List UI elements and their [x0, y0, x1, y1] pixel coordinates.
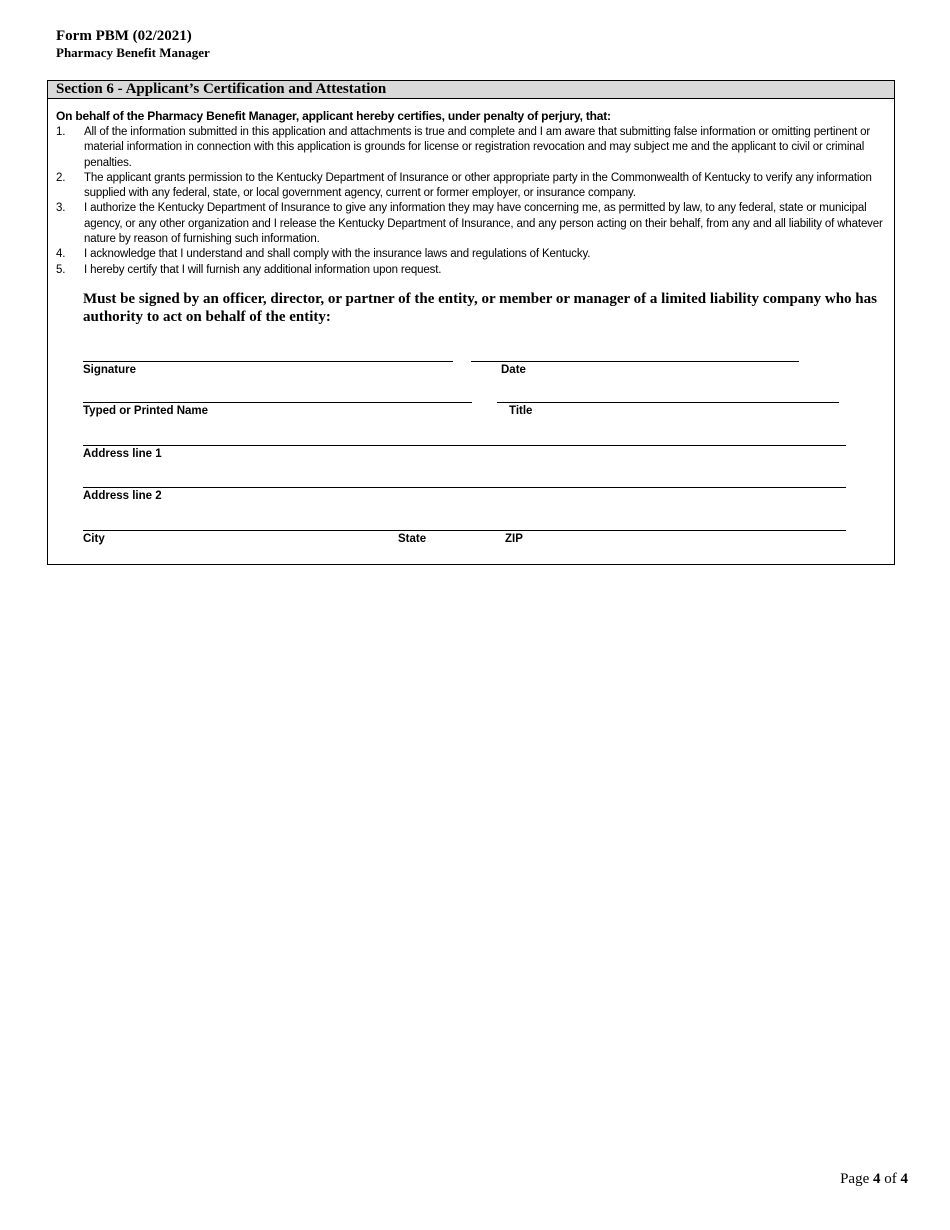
title-line[interactable] [497, 402, 839, 403]
form-header [56, 28, 210, 60]
page-prefix: Page [840, 1171, 870, 1187]
section-title: Section 6 - Applicant’s Certification and Attestation [56, 81, 387, 97]
item-number: 2. [56, 171, 66, 184]
title-label: Title [509, 405, 533, 417]
item-text: The applicant grants permission to the Kentucky Department of Insurance or other appropriate party in the Commonwealth of Kentucky to verify any information supplied with any federal, state, or local government agency, current or former employer, or insurance company. [84, 171, 872, 200]
state-label: State [398, 533, 427, 545]
certification-section [47, 80, 895, 565]
signature-line[interactable] [83, 361, 453, 362]
city-label: City [83, 533, 105, 545]
signature-instruction: Must be signed by an officer, director, or partner of the entity, or member or manager of a limited liability company who has authority to act on behalf of the entity: [83, 291, 877, 325]
certification-intro: On behalf of the Pharmacy Benefit Manager, applicant hereby certifies, under penalty of perjury, that: [56, 109, 611, 123]
list-item [56, 171, 888, 202]
address-line-2-label: Address line 2 [83, 490, 162, 502]
page-of: of [884, 1171, 897, 1187]
item-text: I authorize the Kentucky Department of Insurance to give any information they may have concerning me, as permitted by law, to any federal, state or municipal agency, or any other organization and I release the Kentucky Department of Insurance, and any person acting on their behalf, from any and all liability of whatever nature by reason of furnishing such information. [84, 202, 883, 246]
form-name: Pharmacy Benefit Manager [56, 45, 210, 60]
typed-name-line[interactable] [83, 402, 472, 403]
date-line[interactable] [471, 361, 799, 362]
list-item [56, 247, 888, 262]
list-item [56, 263, 888, 278]
city-state-zip-line[interactable] [83, 530, 846, 531]
item-number: 3. [56, 202, 66, 215]
zip-label: ZIP [505, 533, 523, 545]
list-item [56, 125, 888, 171]
list-item [56, 201, 888, 247]
address-line-1-label: Address line 1 [83, 448, 162, 460]
date-label: Date [501, 364, 526, 376]
address-line-1-line[interactable] [83, 445, 846, 446]
item-number: 4. [56, 248, 66, 261]
page-total: 4 [900, 1171, 908, 1187]
typed-name-label: Typed or Printed Name [83, 405, 209, 417]
address-line-2-line[interactable] [83, 487, 846, 488]
page-number [840, 1171, 908, 1188]
item-number: 5. [56, 263, 66, 276]
signature-label: Signature [83, 364, 137, 376]
certification-list [56, 125, 888, 278]
item-text: I acknowledge that I understand and shall comply with the insurance laws and regulations of Kentucky. [84, 248, 591, 261]
item-text: All of the information submitted in this application and attachments is true and complete and I am aware that submitting false information or omitting pertinent or material information in connection with this application is grounds for license or registration revocation and may subject me and the applicant to civil or criminal penalties. [84, 126, 871, 169]
section-header [48, 80, 894, 99]
item-number: 1. [56, 126, 66, 138]
page-current: 4 [873, 1171, 881, 1187]
form-id: Form PBM (02/2021) [56, 28, 192, 44]
item-text: I hereby certify that I will furnish any additional information upon request. [84, 263, 442, 276]
